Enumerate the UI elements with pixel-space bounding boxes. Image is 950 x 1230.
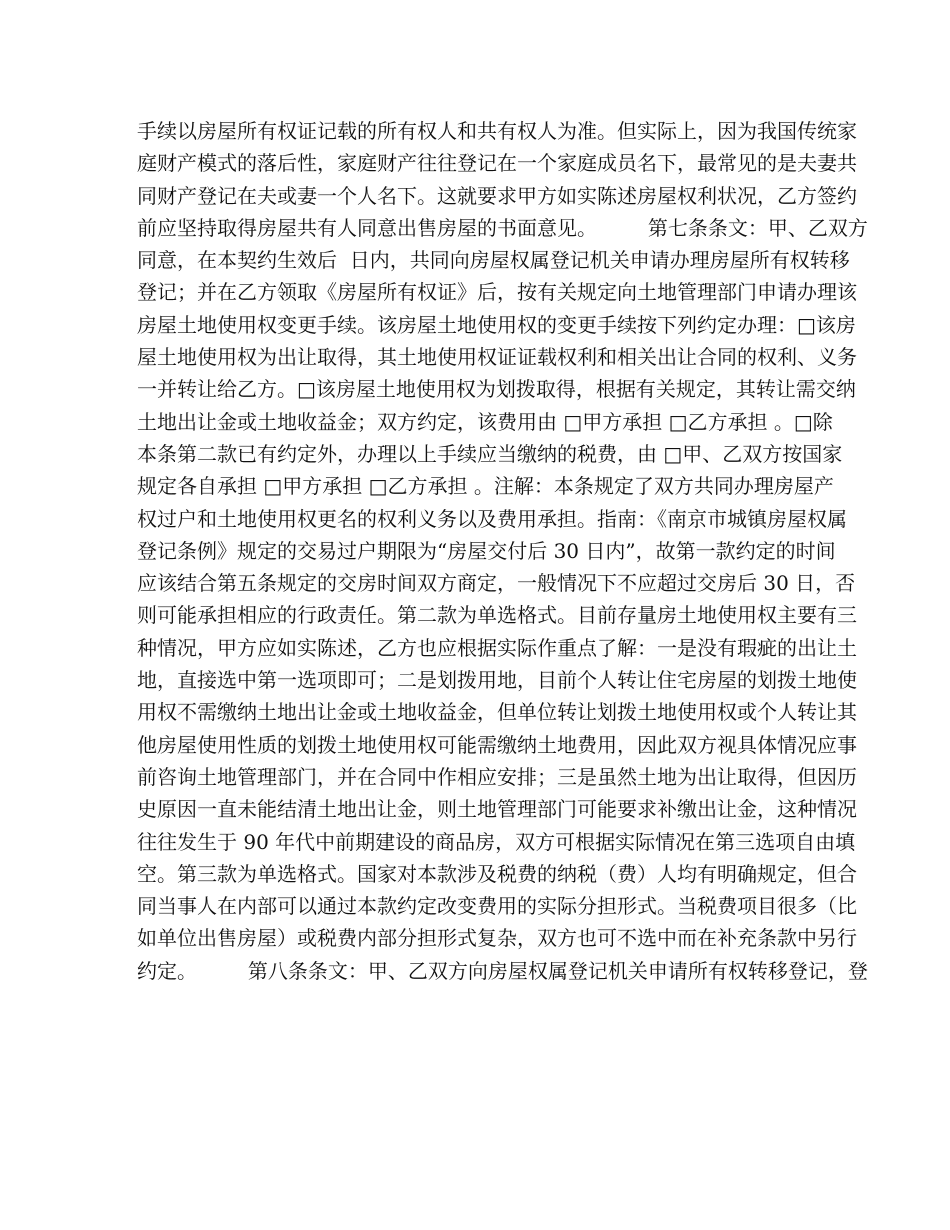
text-line: 房屋土地使用权变更手续。该房屋土地使用权的变更手续按下列约定办理：□该房: [137, 312, 856, 337]
text-line: 登记条例》规定的交易过户期限为“房屋交付后 30 日内”，故第一款约定的时间: [137, 538, 836, 563]
text-line: 用权不需缴纳土地出让金或土地收益金，但单位转让划拨土地使用权或个人转让其: [137, 700, 857, 725]
text-line: 他房屋使用性质的划拨土地使用权可能需缴纳土地费用，因此双方视具体情况应事: [137, 732, 857, 757]
text-line: 种情况，甲方应如实陈述，乙方也应根据实际作重点了解：一是没有瑕疵的出让土: [137, 635, 857, 660]
text-line: 史原因一直未能结清土地出让金，则土地管理部门可能要求补缴出让金，这种情况: [137, 797, 857, 822]
text-line: 应该结合第五条规定的交房时间双方商定，一般情况下不应超过交房后 30 日，否: [137, 571, 856, 596]
text-line: 一并转让给乙方。□该房屋土地使用权为划拨取得，根据有关规定，其转让需交纳: [137, 377, 856, 402]
text-line: 同财产登记在夫或妻一个人名下。这就要求甲方如实陈述房屋权利状况，乙方签约: [137, 183, 857, 208]
text-line: 规定各自承担 □甲方承担 □乙方承担 。注解：本条规定了双方共同办理房屋产: [137, 474, 834, 499]
text-line: 同当事人在内部可以通过本款约定改变费用的实际分担形式。当税费项目很多（比: [137, 894, 857, 919]
text-line: 前咨询土地管理部门，并在合同中作相应安排；三是虽然土地为出让取得，但因历: [137, 764, 857, 789]
text-line: 往往发生于 90 年代中前期建设的商品房，双方可根据实际情况在第三选项自由填: [137, 829, 856, 854]
text-line: 本条第二款已有约定外，办理以上手续应当缴纳的税费，由 □甲、乙双方按国家: [137, 441, 843, 466]
text-line: 庭财产模式的落后性，家庭财产往往登记在一个家庭成员名下，最常见的是夫妻共: [137, 151, 857, 176]
text-line: 土地出让金或土地收益金；双方约定，该费用由 □甲方承担 □乙方承担 。□除: [137, 409, 833, 434]
text-line: 登记；并在乙方领取《房屋所有权证》后，按有关规定向土地管理部门申请办理该: [137, 280, 857, 305]
text-line: 地，直接选中第一选项即可；二是划拨用地，目前个人转让住宅房屋的划拨土地使: [137, 668, 857, 693]
body-text: [137, 115, 868, 987]
text-line: 同意，在本契约生效后 日内，共同向房屋权属登记机关申请办理房屋所有权转移: [137, 248, 850, 273]
text-line: 权过户和土地使用权更名的权利义务以及费用承担。指南：《南京市城镇房屋权属: [137, 506, 847, 531]
text-line: 前应坚持取得房屋共有人同意出售房屋的书面意见。 第七条条文：甲、乙双方: [137, 215, 868, 240]
text-line: 如单位出售房屋）或税费内部分担形式复杂，双方也可不选中而在补充条款中另行: [137, 926, 857, 951]
text-line: 屋土地使用权为出让取得，其土地使用权证证载权利和相关出让合同的权利、义务: [137, 345, 857, 370]
text-line: 空。第三款为单选格式。国家对本款涉及税费的纳税（费）人均有明确规定，但合: [137, 861, 857, 886]
text-line: 约定。 第八条条文：甲、乙双方向房屋权属登记机关申请所有权转移登记，登: [137, 958, 868, 983]
text-line: 则可能承担相应的行政责任。第二款为单选格式。目前存量房土地使用权主要有三: [137, 603, 857, 628]
text-line: 手续以房屋所有权证记载的所有权人和共有权人为准。但实际上，因为我国传统家: [137, 119, 857, 143]
